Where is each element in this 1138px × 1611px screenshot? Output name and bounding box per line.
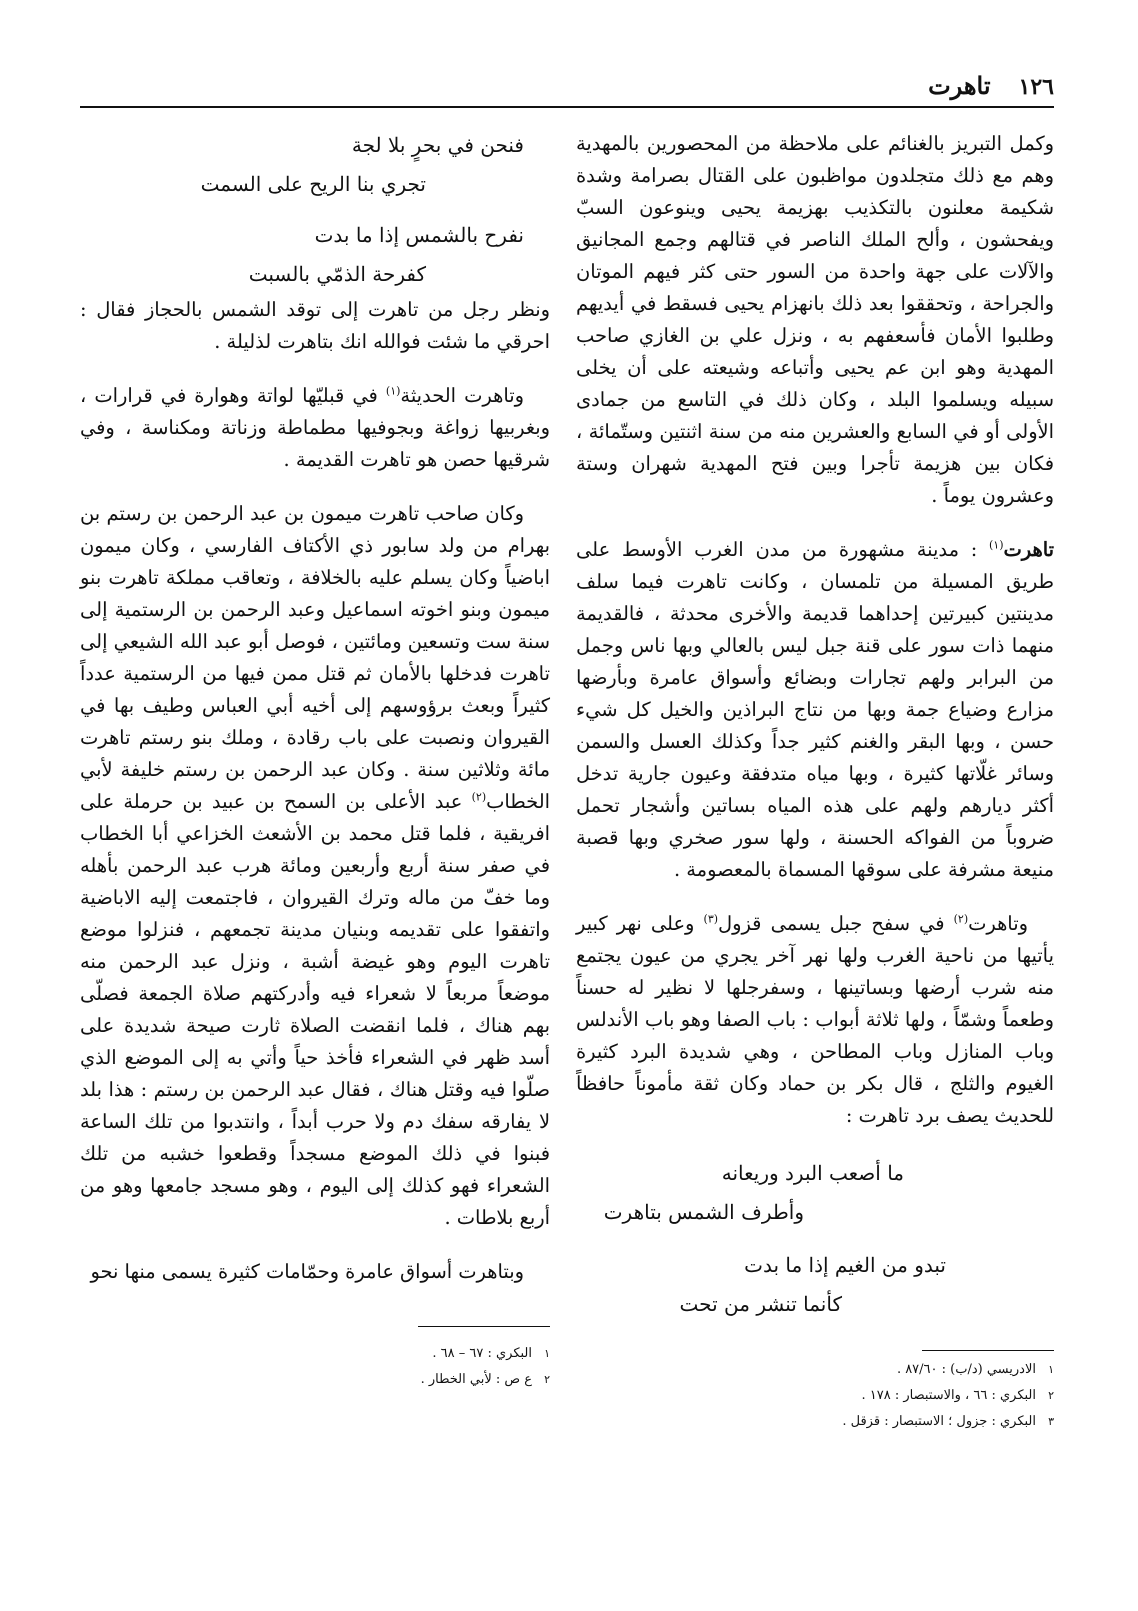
paragraph-text: عبد الأعلى بن السمح بن عبيد بن حرملة على افريقية ، فلما قتل محمد بن الأشعث الخزاعي أبا الخطاب في صفر سنة أربع وأربعين ومائة هرب عبد الرحمن بأهله وما خفّ من ماله وترك القيروان ، فاجتمعت إليه الاباضية واتفقوا على تقديمه وبنيان مدينة تجمعهم ، فنزلوا موضع تاهرت اليوم وهو غيضة أشبة ، ونزل عبد الرحمن منه موضعاً مربعاً لا شعراء فيه وأدركتهم صلاة الجمعة فصلّى بهم هناك ، فلما انقضت الصلاة ثارت صيحة شديدة على أسد ظهر في الشعراء فأخذ حياً وأتي به إلى الموضع الذي صلّوا فيه وقتل هناك ، فقال عبد الرحمن بن رستم : هذا بلد لا يفارقه سفك دم ولا حرب أبداً ، وانتدبوا من تلك الساعة فبنوا في ذلك الموضع مسجداً وقطعوا خشبه من تلك الشعراء فهو كذلك إلى اليوم ، وهو مسجد جامعها وهو من أربع بلاطات . — [80, 790, 550, 1229]
footnote-marker: (٢) — [953, 912, 969, 926]
paragraph-text: في قبليّها لواتة وهوارة في قرارات ، وبغربيها زواغة وبجوفيها مطماطة وزناتة ومكناسة ، وفي شرقيها حصن هو تاهرت القديمة . — [80, 384, 550, 471]
footnote-rule — [922, 1350, 1054, 1351]
footnote-text: ع ص : لأبي الخطار . — [420, 1372, 532, 1387]
entry-paragraph — [576, 534, 1054, 886]
footnote-number: ٣ — [1048, 1415, 1054, 1428]
paragraph — [576, 908, 1054, 1132]
verse-line: وأطرف الشمس بتاهرت — [603, 1200, 804, 1224]
paragraph-text: وتاهرت الحديثة — [400, 384, 524, 407]
footnote-marker: (٣) — [703, 912, 719, 926]
footnotes — [80, 1341, 550, 1393]
footnote — [80, 1367, 550, 1393]
footnote-marker: (١) — [989, 538, 1004, 552]
running-header — [80, 70, 1054, 108]
running-title: تاهرت — [928, 71, 991, 100]
footnote-text: البكري : جزول ؛ الاستبصار : قزقل . — [842, 1414, 1036, 1429]
footnote — [80, 1341, 550, 1367]
paragraph-text: وكان صاحب تاهرت ميمون بن عبد الرحمن بن رستم بن بهرام من ولد سابور ذي الأكتاف الفارسي ، وكان ميمون اباضياً وكان يسلم عليه بالخلافة ، وتعاقب مملكة تاهرت بنو ميمون وبنو اخوته اسماعيل وعبد الرحمن بن الرستمية إلى سنة ست وتسعين ومائتين ، فوصل أبو عبد الله الشيعي إلى تاهرت فدخلها بالأمان ثم قتل ممن فيها من الرستمية عدداً كثيراً وبعث برؤوسهم إلى أخيه أبي العباس وطيف بها في القيروان ونصبت على باب رقادة ، وملك بنو رستم تاهرت مائة وثلاثين سنة . وكان عبد الرحمن بن رستم خليفة لأبي الخطاب — [80, 502, 550, 813]
footnote-number: ٢ — [1048, 1389, 1054, 1402]
footnote-number: ٢ — [544, 1373, 550, 1386]
paragraph — [80, 380, 550, 476]
verse-line: فنحن في بحرٍ بلا لجة — [351, 133, 524, 157]
footnote-marker: (١) — [385, 384, 401, 398]
entry-headword: تاهرت — [1003, 538, 1054, 561]
paragraph: ونظر رجل من تاهرت إلى توقد الشمس بالحجاز فقال : احرقي ما شئت فوالله انك بتاهرت لذليلة . — [80, 298, 550, 353]
footnote-text: البكري : ٦٦ ، والاستبصار : ١٧٨ . — [861, 1388, 1036, 1403]
footnote — [576, 1409, 1054, 1435]
paragraph-text: : مدينة مشهورة من مدن الغرب الأوسط على طريق المسيلة من تلمسان ، وكانت تاهرت فيما سلف مدينتين كبيرتين إحداهما قديمة والأخرى محدثة ، فالقديمة منهما ذات سور على قنة جبل ليس بالعالي وبها ناس وجمل من البرابر ولهم تجارات وبضائع وأسواق عامرة وبأرضها مزارع وضياع جمة وبها من نتاج البراذين والخيل كل شيء حسن ، وبها البقر والغنم كثير جداً وكذلك العسل والسمن وسائر غلّاتها كثيرة ، وبها مياه متدفقة وعيون جارية تدخل أكثر ديارهم ولهم على هذه المياه بساتين وأشجار تحمل ضروباً من الفواكه الحسنة ، ولها سور صخري وبها قصبة منيعة مشرفة على سوقها المسماة بالمعصومة . — [576, 538, 1054, 881]
paragraph-text: وتاهرت — [968, 912, 1028, 935]
footnote-text: الادريسي (د/ب) : ٨٧/٦٠ . — [896, 1362, 1036, 1377]
verse-line: كفرحة الذمّي بالسبت — [248, 262, 426, 286]
paragraph — [80, 498, 550, 1234]
poem — [576, 1154, 1054, 1324]
footnote-number: ١ — [1048, 1363, 1054, 1376]
paragraph: وكمل التبريز بالغنائم على ملاحظة من المحصورين بالمهدية وهم مع ذلك متجلدون مواظبون على القتال بصرامة وشدة شكيمة معلنون بالتكذيب بهزيمة يحيى وينوعون السبّ ويفحشون ، وألح الملك الناصر في قتالهم وجمع المجانيق والآلات على جهة واحدة من السور حتى كثر فيهم الموتان والجراحة ، وتحققوا بعد ذلك بانهزام يحيى فسقط في أيديهم وطلبوا الأمان فأسعفهم به ، ونزل علي بن الغازي صاحب المهدية وهو ابن عم يحيى وأتباعه وشيعته على أن يخلى سبيله ويسلموا البلد ، وكان ذلك في التاسع من جمادى الأولى أو في السابع والعشرين منه من سنة اثنتين وستّمائة ، فكان بين هزيمة تأجرا وبين فتح المهدية شهران وستة وعشرون يوماً . — [576, 132, 1054, 507]
verse-line: نفرح بالشمس إذا ما بدت — [314, 223, 524, 247]
footnotes — [576, 1357, 1054, 1435]
footnote — [576, 1357, 1054, 1383]
verse-line: تبدو من الغيم إذا ما بدت — [744, 1253, 946, 1277]
paragraph-text: في سفح جبل يسمى قزول — [718, 912, 954, 935]
footnote-number: ١ — [544, 1347, 550, 1360]
poem — [80, 126, 550, 294]
footnote — [576, 1383, 1054, 1409]
verse-line: كأنما تنشر من تحت — [679, 1292, 842, 1316]
footnote-marker: (٢) — [471, 790, 487, 804]
paragraph-text: وعلى نهر كبير يأتيها من ناحية الغرب ولها نهر آخر يجري من عيون يجتمع منه شرب أرضها وبساتينها ، وسفرجلها لا نظير له حسناً وطعماً وشمّاً ، ولها ثلاثة أبواب : باب الصفا وهو باب الأندلس وباب المنازل وباب المطاحن ، وهي شديدة البرد كثيرة الغيوم والثلج ، قال بكر بن حماد وكان ثقة مأموناً حافظاً للحديث يصف برد تاهرت : — [576, 912, 1054, 1127]
verse-line: ما أصعب البرد وريعانه — [721, 1161, 904, 1185]
left-column — [80, 128, 550, 1393]
footnote-rule — [418, 1326, 550, 1327]
verse-line: تجري بنا الريح على السمت — [200, 172, 426, 196]
paragraph: وبتاهرت أسواق عامرة وحمّامات كثيرة يسمى منها نحو — [90, 1260, 524, 1283]
right-column — [576, 128, 1054, 1435]
footnote-text: البكري : ٦٧ – ٦٨ . — [432, 1346, 532, 1361]
page-number: ١٢٦ — [1018, 74, 1054, 100]
